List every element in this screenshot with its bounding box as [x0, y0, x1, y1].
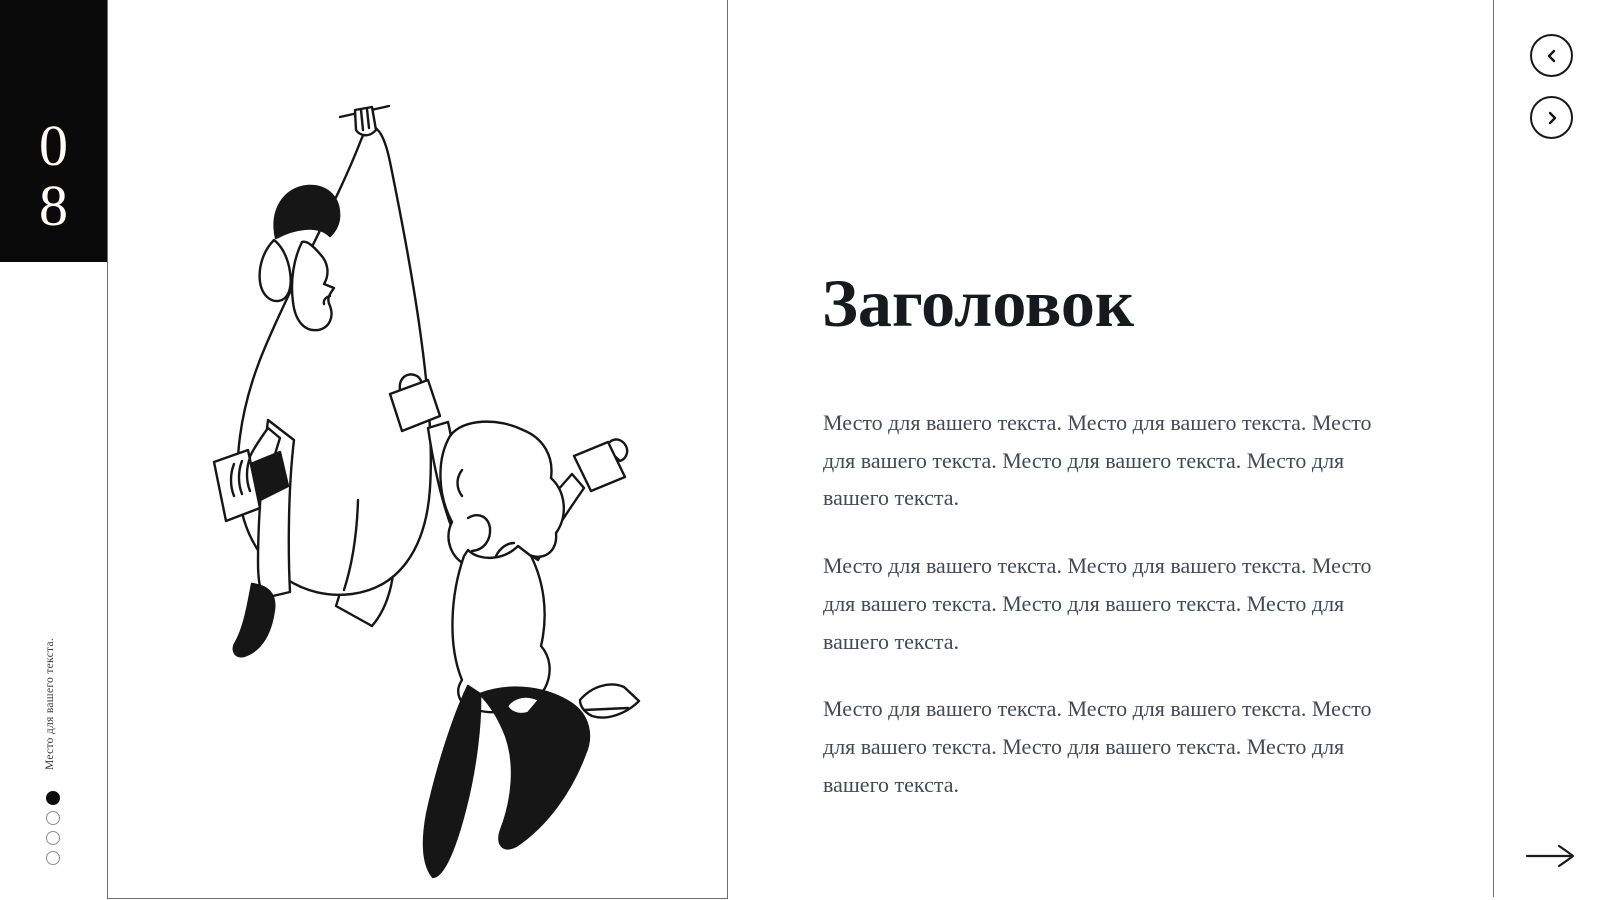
prev-slide-button[interactable] [1530, 34, 1573, 77]
page-title: Заголовок [822, 264, 1135, 341]
illustration-two-people-jumping [130, 80, 670, 900]
slide-number-digit-top: 0 [39, 113, 68, 178]
body-paragraph: Место для вашего текста. Место для вашего текста. Место для вашего текста. Место для вашего текста. Место для вашего текста. [823, 696, 1372, 797]
arrow-right-icon[interactable] [1524, 842, 1580, 870]
body-paragraph: Место для вашего текста. Место для вашего текста. Место для вашего текста. Место для вашего текста. Место для вашего текста. [823, 553, 1372, 654]
frame-line-right [1493, 0, 1494, 897]
illustration-person-with-pen [214, 106, 431, 656]
body-text-block [823, 404, 1398, 833]
frame-line-divider [727, 0, 728, 898]
pagination-dot[interactable] [46, 811, 60, 825]
pagination-dot[interactable] [46, 831, 60, 845]
pagination-dots [46, 791, 60, 865]
chevron-left-icon [1544, 48, 1560, 64]
frame-line-left [107, 0, 108, 898]
body-paragraph: Место для вашего текста. Место для вашего текста. Место для вашего текста. Место для вашего текста. Место для вашего текста. [823, 410, 1372, 511]
pagination-dot[interactable] [46, 851, 60, 865]
slide-number-block [0, 0, 107, 262]
next-slide-button[interactable] [1530, 96, 1573, 139]
pagination-dot-active[interactable] [46, 791, 60, 805]
chevron-right-icon [1544, 110, 1560, 126]
slide-number-digit-bottom: 8 [39, 173, 68, 238]
vertical-caption: Место для вашего текста. [44, 637, 56, 770]
